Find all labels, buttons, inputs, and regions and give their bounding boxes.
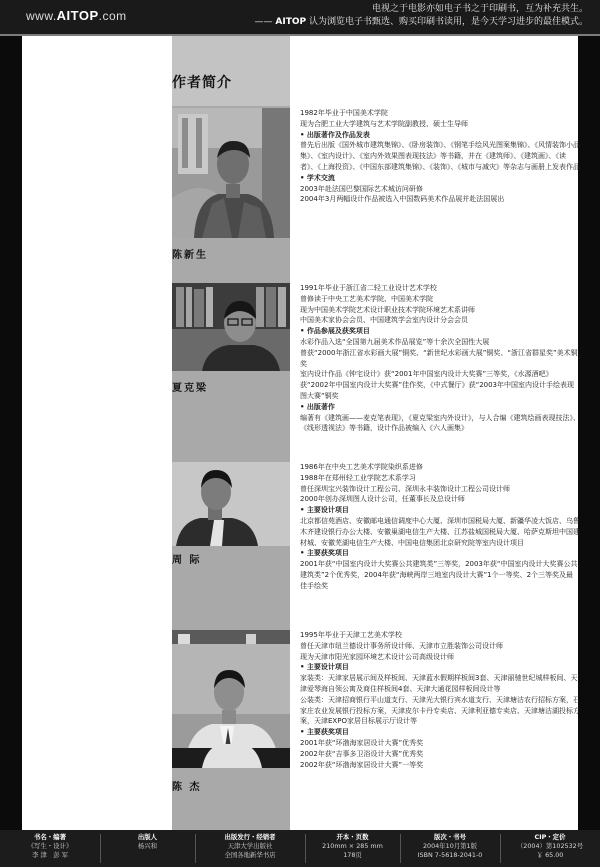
footer-value: ￥ 65.00 [536,851,564,859]
bio-line: 2001年获“环渤海家居设计大赛”优秀奖 [300,738,424,747]
logo-prefix: www. [26,9,57,23]
footer-value: 全国各地新华书店 [224,851,276,859]
bio-line: 现为中国美术学院艺术设计职业技术学院环境艺术系讲师 [300,305,475,314]
author-bio-2 [300,283,580,434]
author-name-2: 夏克梁 [172,383,208,394]
footer-label: 开本・页数 [336,833,369,841]
author-bio-1 [300,108,580,205]
bio-line: 2003年赴法国巴黎国际艺术城访问研修 [300,184,423,193]
banner-brand: AITOP [275,17,307,27]
bio-line: 1986年在中央工艺美术学院染织系进修 [300,463,423,471]
author-name-3: 周 际 [172,555,202,566]
author-bio-3 [300,462,580,592]
logo-brand: AITOP [56,8,99,23]
bio-heading: • 学术交流 [300,173,580,184]
bio-line: 曾获“2000年浙江省水彩画大展”铜奖、“新世纪水彩画大展”铜奖、“浙江省群星奖”美术铜奖 [300,348,578,368]
bio-heading: • 出版著作及作品发表 [300,130,580,141]
footer-value: 178页 [343,851,362,859]
bio-line: 2002年获“吉事多卫浴设计大赛”优秀奖 [300,749,424,758]
bio-line: 1982年毕业于中国美术学院 [300,109,388,117]
footer-col-distribution [195,830,305,867]
bio-heading: • 主要获奖项目 [300,727,580,738]
bio-line: 北京都信苑酒店、安徽邮电通信调度中心大厦、深圳市国税局大厦、新疆华凌大饭店、乌鲁木齐建设银行办公大楼、安徽巢湖电信生产大楼、江苏盐城国税局大厦、哈萨克斯坦中国建材城、安徽芜湖电信生产大楼、中国电信集团北京研究院等室内设计项目 [300,516,580,547]
portrait-3-image [172,462,290,546]
section-title: 作者简介 [172,75,232,91]
bio-heading: • 主要获奖项目 [300,548,580,559]
logo-suffix: .com [98,9,127,23]
author-name-1: 陈新生 [172,250,208,261]
bio-line: 1988年在郑州轻工业学院艺术系学习 [300,473,416,482]
banner-line-2 [228,16,588,29]
bio-line: 曾先后出版《国外城市建筑集锦》、《卧房装饰》、《钢笔手绘风光图案集锦》、《风情装饰小品集》、《室内设计》、《室内外效果图表现技法》等书籍，并在《建筑师》、《建筑画》、《读者》、《上海投资》、《中国东部建筑集锦》、《装饰》、《城市与减灾》等杂志与画册上发表作品 [300,141,580,171]
footer-value: 李 津 彭 军 [31,851,69,859]
footer-label: 出版人 [137,833,158,841]
bio-line: 现为天津市阳光家园环境艺术设计公司高级设计师 [300,652,454,661]
banner-message [228,3,588,29]
portrait-1-image [172,108,290,238]
bio-line: 室内设计作品《钟宅设计》获“2001年中国室内设计大奖赛”三等奖，《水源酒吧》获“2002年中国室内设计大奖赛”佳作奖，《中式餐厅》获“2003年中国室内设计手绘表现图大赛”铜奖 [300,370,575,400]
portrait-2-image [172,283,290,371]
banner-line-1: 电视之于电影亦如电子书之于印刷书，互为补充共生。 [371,4,588,14]
bio-line: 曾任深圳宝兴装饰设计工程公司、深圳永丰装饰设计工程公司设计师 [300,484,510,493]
bio-line: 曾任天津市纽兰德设计事务所设计师、天津市立胜装饰公司设计师 [300,641,503,650]
bio-line: 曾修读于中央工艺美术学院、中国美术学院 [300,294,433,303]
author-photo-chen-xinsheng [172,108,290,238]
bio-line: 现为合肥工业大学建筑与艺术学院副教授、硕士生导师 [300,119,468,128]
footer-label: 版次・书号 [434,833,466,841]
author-photo-xia-keliang [172,283,290,371]
bio-heading: • 主要设计项目 [300,505,580,516]
author-name-4: 陈 杰 [172,782,202,793]
bio-line: 中国美术家协会会员、中国建筑学会室内设计分会会员 [300,316,468,325]
right-frame [578,36,600,830]
bio-line: 2000年创办深圳图人设计公司，任董事长及总设计师 [300,495,465,504]
author-bio-4 [300,630,580,770]
bio-heading: • 主要设计项目 [300,662,580,673]
portrait-4-image [172,630,290,768]
banner-dash: —— [254,17,276,27]
bio-line: 家装类：天津家居展示间及样板间、天津蓝水假期样板间3套、天津丽驰世纪城样板间、天津爱琴海自领公寓及商住样板间4套、天津大通花园样板间设计等 [300,674,578,693]
footer-value: 2004年10月第1版 [422,842,478,850]
bio-line: 编著有《建筑画——麦克笔表现》，《夏克梁室内外设计》，与人合编《建筑绘画表现技法》、《线形透视法》等书籍，设计作品被编入《六人画集》 [300,413,580,433]
footer-label: 书名・编著 [34,833,66,841]
bio-line: 2002年获“环渤海家居设计大赛”一等奖 [300,760,424,769]
author-photo-chen-jie [172,630,290,768]
bio-line: 水彩作品入选“全国第九届美术作品展览”等十余次全国性大展 [300,337,490,346]
site-logo[interactable] [26,8,127,23]
footer-value: （2004）第102532号 [516,842,584,850]
banner-text: 认为浏览电子书甄选、购买印刷书读用，是今天学习进步的最佳模式。 [306,17,588,27]
gray-band-top [172,36,290,106]
bio-line: 2001年获“中国室内设计大奖赛公共建筑类”三等奖，2003年获“中国室内设计大奖赛公共建筑类”2个优秀奖，2004年获“海峡两岸三地室内设计大赛”1个一等奖、2个三等奖及最佳手绘奖 [300,560,578,590]
footer-label: 出版发行・经销者 [224,833,276,841]
footer-value: ISBN 7-5618-2041-0 [417,851,483,859]
footer-value: 天津大学出版社 [227,842,273,850]
footer-value: 《写生・设计》 [27,842,73,850]
bio-heading: • 作品参展及获奖项目 [300,326,580,337]
top-stripe [0,34,600,36]
bio-line: 1991年毕业于浙江省二轻工业设计艺术学校 [300,284,437,292]
bio-heading: • 出版著作 [300,402,580,413]
footer-col-publisher [100,830,195,867]
top-banner [0,0,600,34]
footer-col-isbn [400,830,500,867]
footer-col-price [500,830,600,867]
footer-value: 210mm × 285 mm [322,842,383,850]
footer-col-format [305,830,400,867]
bio-line: 2004年3月两幅设计作品被选入中国数码美术作品展并赴法国展出 [300,195,505,204]
footer-col-title [0,830,100,867]
author-photo-zhou-ji [172,462,290,546]
book-info-footer [0,830,600,867]
bio-line: 1995年毕业于天津工艺美术学校 [300,631,402,639]
left-frame [0,36,22,830]
footer-value: 杨兴和 [137,842,158,850]
footer-label: CIP・定价 [534,833,566,841]
bio-line: 公装类：天津招商银行平山道支行、天津光大银行宾水道支行、天津塘沽农行招标方案，石家庄农业发展银行投标方案，天津皮尔卡丹专卖店、天津利亚德专卖店、天津塘沽湖投标方案，天津EXPO家居目标展示厅设计等 [300,695,580,726]
